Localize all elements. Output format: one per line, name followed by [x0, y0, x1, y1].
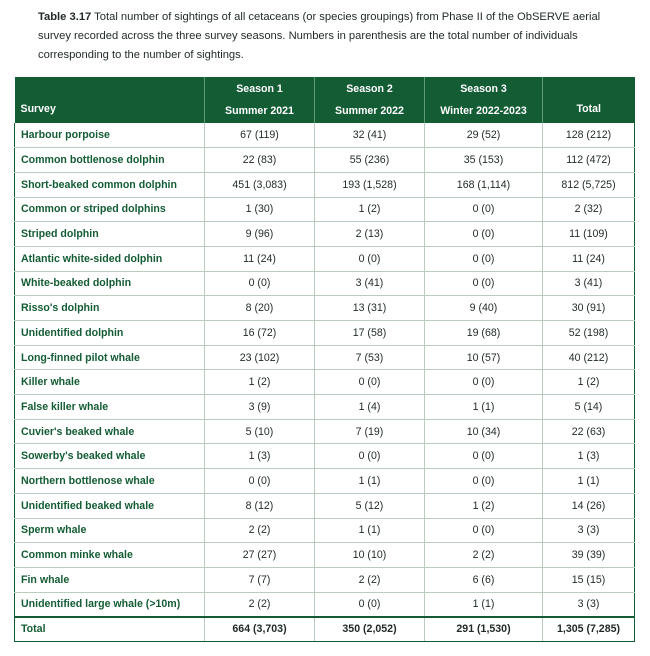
- species-cell: Harbour porpoise: [15, 123, 205, 148]
- table-row: [15, 148, 635, 173]
- header-season-3-period: Winter 2022-2023: [440, 105, 527, 117]
- header-season-2-period: Summer 2022: [335, 105, 404, 117]
- table-row: [15, 197, 635, 222]
- season-3-cell: 0 (0): [425, 222, 543, 247]
- species-cell: Risso's dolphin: [15, 296, 205, 321]
- season-2-cell: 193 (1,528): [315, 172, 425, 197]
- table-row: [15, 123, 635, 148]
- header-season-1-period: Summer 2021: [225, 105, 294, 117]
- season-1-cell: 3 (9): [205, 395, 315, 420]
- header-season-1: [205, 77, 315, 123]
- header-total: Total: [543, 77, 635, 123]
- season-1-cell: 0 (0): [205, 469, 315, 494]
- species-cell: Common minke whale: [15, 543, 205, 568]
- season-3-cell: 2 (2): [425, 543, 543, 568]
- season-2-cell: 0 (0): [315, 246, 425, 271]
- header-season-2-name: Season 2: [346, 83, 393, 95]
- total-cell: 30 (91): [543, 296, 635, 321]
- total-cell: 22 (63): [543, 419, 635, 444]
- season-1-cell: 8 (20): [205, 296, 315, 321]
- season-1-cell: 1 (3): [205, 444, 315, 469]
- total-cell: 3 (3): [543, 518, 635, 543]
- season-1-cell: 16 (72): [205, 321, 315, 346]
- table-caption: [38, 8, 618, 65]
- table-row: [15, 592, 635, 617]
- table-row: [15, 395, 635, 420]
- season-3-cell: 0 (0): [425, 444, 543, 469]
- table-row: [15, 518, 635, 543]
- total-cell: 1 (1): [543, 469, 635, 494]
- season-3-cell: 10 (34): [425, 419, 543, 444]
- season-3-cell: 0 (0): [425, 370, 543, 395]
- total-cell: 112 (472): [543, 148, 635, 173]
- season-3-total-cell: 291 (1,530): [425, 617, 543, 642]
- total-cell: 3 (3): [543, 592, 635, 617]
- sightings-table: [14, 77, 635, 642]
- season-3-cell: 29 (52): [425, 123, 543, 148]
- season-1-cell: 2 (2): [205, 518, 315, 543]
- species-cell: Cuvier's beaked whale: [15, 419, 205, 444]
- season-1-cell: 9 (96): [205, 222, 315, 247]
- season-3-cell: 1 (1): [425, 592, 543, 617]
- season-2-cell: 1 (2): [315, 197, 425, 222]
- species-cell: Unidentified beaked whale: [15, 493, 205, 518]
- season-1-total-cell: 664 (3,703): [205, 617, 315, 642]
- total-cell: 5 (14): [543, 395, 635, 420]
- total-cell: 2 (32): [543, 197, 635, 222]
- total-cell: 14 (26): [543, 493, 635, 518]
- species-cell: Atlantic white-sided dolphin: [15, 246, 205, 271]
- season-1-cell: 27 (27): [205, 543, 315, 568]
- season-2-cell: 10 (10): [315, 543, 425, 568]
- season-2-cell: 5 (12): [315, 493, 425, 518]
- season-2-cell: 1 (4): [315, 395, 425, 420]
- season-2-cell: 1 (1): [315, 518, 425, 543]
- header-season-2: [315, 77, 425, 123]
- table-header: [15, 77, 635, 123]
- season-2-cell: 13 (31): [315, 296, 425, 321]
- table-row: [15, 271, 635, 296]
- species-cell: Fin whale: [15, 567, 205, 592]
- season-2-cell: 7 (19): [315, 419, 425, 444]
- season-1-cell: 8 (12): [205, 493, 315, 518]
- table-body: [15, 123, 635, 641]
- total-cell: 39 (39): [543, 543, 635, 568]
- species-cell: Short-beaked common dolphin: [15, 172, 205, 197]
- header-season-3-name: Season 3: [460, 83, 507, 95]
- season-2-cell: 1 (1): [315, 469, 425, 494]
- species-cell: Northern bottlenose whale: [15, 469, 205, 494]
- species-cell: Unidentified dolphin: [15, 321, 205, 346]
- table-row: [15, 419, 635, 444]
- species-cell: Common or striped dolphins: [15, 197, 205, 222]
- season-1-cell: 11 (24): [205, 246, 315, 271]
- table-row: [15, 222, 635, 247]
- table-row: [15, 345, 635, 370]
- table-row: [15, 567, 635, 592]
- grand-total-cell: 1,305 (7,285): [543, 617, 635, 642]
- species-cell: White-beaked dolphin: [15, 271, 205, 296]
- total-cell: 11 (109): [543, 222, 635, 247]
- season-2-cell: 2 (2): [315, 567, 425, 592]
- total-cell: 812 (5,725): [543, 172, 635, 197]
- season-2-cell: 0 (0): [315, 370, 425, 395]
- species-cell: Killer whale: [15, 370, 205, 395]
- season-1-cell: 0 (0): [205, 271, 315, 296]
- season-2-cell: 0 (0): [315, 444, 425, 469]
- species-cell: Striped dolphin: [15, 222, 205, 247]
- season-3-cell: 9 (40): [425, 296, 543, 321]
- season-1-cell: 1 (30): [205, 197, 315, 222]
- total-cell: 1 (2): [543, 370, 635, 395]
- caption-label: Table 3.17: [38, 11, 92, 23]
- total-cell: 15 (15): [543, 567, 635, 592]
- season-2-cell: 32 (41): [315, 123, 425, 148]
- total-cell: 3 (41): [543, 271, 635, 296]
- total-cell: 52 (198): [543, 321, 635, 346]
- season-1-cell: 451 (3,083): [205, 172, 315, 197]
- table-row: [15, 469, 635, 494]
- season-1-cell: 7 (7): [205, 567, 315, 592]
- caption-text: Total number of sightings of all cetaceans (or species groupings) from Phase II of the ObSERVE aerial survey recorded across the three survey seasons. Numbers in parenthesis are the total number of individuals corresponding to the number of sightings.: [38, 11, 601, 61]
- season-1-cell: 1 (2): [205, 370, 315, 395]
- species-cell: Unidentified large whale (>10m): [15, 592, 205, 617]
- total-row: [15, 617, 635, 642]
- season-1-cell: 2 (2): [205, 592, 315, 617]
- table-row: [15, 296, 635, 321]
- species-cell: Sowerby's beaked whale: [15, 444, 205, 469]
- season-3-cell: 1 (2): [425, 493, 543, 518]
- season-1-cell: 23 (102): [205, 345, 315, 370]
- table-row: [15, 444, 635, 469]
- season-2-cell: 3 (41): [315, 271, 425, 296]
- header-survey: Survey: [15, 77, 205, 123]
- table-row: [15, 493, 635, 518]
- table-row: [15, 543, 635, 568]
- season-3-cell: 19 (68): [425, 321, 543, 346]
- table-row: [15, 246, 635, 271]
- total-label-cell: Total: [15, 617, 205, 642]
- season-2-cell: 55 (236): [315, 148, 425, 173]
- season-3-cell: 35 (153): [425, 148, 543, 173]
- total-cell: 128 (212): [543, 123, 635, 148]
- season-1-cell: 5 (10): [205, 419, 315, 444]
- season-1-cell: 22 (83): [205, 148, 315, 173]
- species-cell: Long-finned pilot whale: [15, 345, 205, 370]
- season-2-total-cell: 350 (2,052): [315, 617, 425, 642]
- season-1-cell: 67 (119): [205, 123, 315, 148]
- season-3-cell: 0 (0): [425, 469, 543, 494]
- season-3-cell: 0 (0): [425, 197, 543, 222]
- species-cell: Sperm whale: [15, 518, 205, 543]
- total-cell: 11 (24): [543, 246, 635, 271]
- season-3-cell: 0 (0): [425, 246, 543, 271]
- table-row: [15, 172, 635, 197]
- season-2-cell: 7 (53): [315, 345, 425, 370]
- header-season-1-name: Season 1: [236, 83, 283, 95]
- table-row: [15, 321, 635, 346]
- season-3-cell: 10 (57): [425, 345, 543, 370]
- season-3-cell: 6 (6): [425, 567, 543, 592]
- species-cell: Common bottlenose dolphin: [15, 148, 205, 173]
- total-cell: 40 (212): [543, 345, 635, 370]
- total-cell: 1 (3): [543, 444, 635, 469]
- header-season-3: [425, 77, 543, 123]
- table-row: [15, 370, 635, 395]
- season-3-cell: 0 (0): [425, 271, 543, 296]
- season-2-cell: 17 (58): [315, 321, 425, 346]
- season-3-cell: 0 (0): [425, 518, 543, 543]
- season-3-cell: 1 (1): [425, 395, 543, 420]
- season-3-cell: 168 (1,114): [425, 172, 543, 197]
- season-2-cell: 2 (13): [315, 222, 425, 247]
- species-cell: False killer whale: [15, 395, 205, 420]
- season-2-cell: 0 (0): [315, 592, 425, 617]
